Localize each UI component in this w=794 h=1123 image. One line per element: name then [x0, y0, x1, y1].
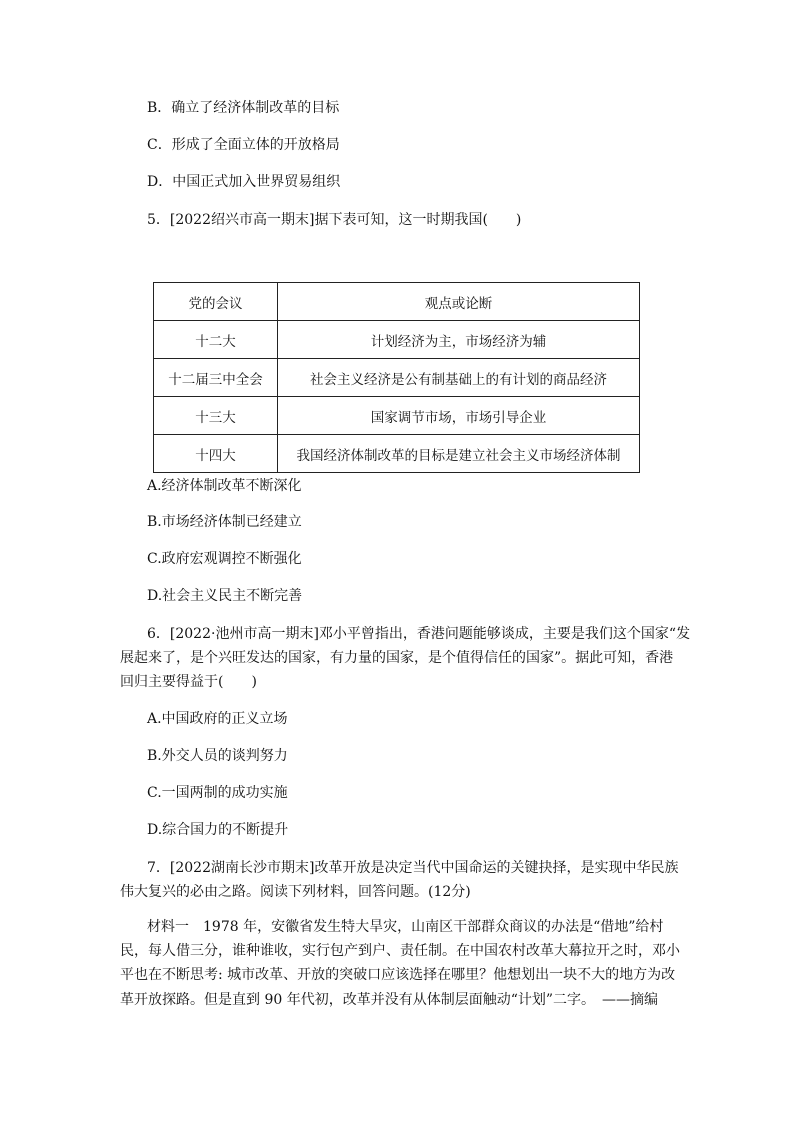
q7-material1-line4: 革开放探路。但是直到 90 年代初，改革并没有从体制层面触动“计划”二字。 ——摘编 [120, 992, 659, 1008]
table-row [154, 359, 640, 397]
q6-stem-line2: 展起来了，是个兴旺发达的国家，有力量的国家，是个值得信任的国家”。据此可知，香港 [120, 650, 674, 666]
q7-material1-line2: 民，每人借三分，谁种谁收，实行包产到户、责任制。在中国农村改革大幕拉开之时，邓小 [120, 943, 680, 959]
table-row [154, 435, 640, 473]
table-header-row [154, 283, 640, 321]
q5-table [153, 282, 640, 473]
table-cell-meeting: 十三大 [154, 397, 278, 435]
table-cell-meeting: 十二大 [154, 321, 278, 359]
table-cell-view: 社会主义经济是公有制基础上的有计划的商品经济 [278, 359, 640, 397]
table-cell-view: 我国经济体制改革的目标是建立社会主义市场经济体制 [278, 435, 640, 473]
q7-stem-line1: 7．[2022湖南长沙市期末]改革开放是决定当代中国命运的关键抉择，是实现中华民族 [147, 860, 679, 876]
q4-option-d: D．中国正式加入世界贸易组织 [147, 174, 341, 190]
q6-stem-line1: 6．[2022·池州市高一期末]邓小平曾指出，香港问题能够谈成，主要是我们这个国家“发 [147, 626, 691, 642]
q5-option-b: B.市场经济体制已经建立 [147, 514, 302, 530]
table-row [154, 321, 640, 359]
q7-material1-line3: 平也在不断思考: 城市改革、开放的突破口应该选择在哪里？他想划出一块不大的地方为改 [120, 967, 676, 983]
q6-option-b: B.外交人员的谈判努力 [147, 748, 288, 764]
q6-option-a: A.中国政府的正义立场 [147, 711, 288, 727]
table-cell-view: 国家调节市场，市场引导企业 [278, 397, 640, 435]
table-cell-view: 计划经济为主，市场经济为辅 [278, 321, 640, 359]
q5-option-a: A.经济体制改革不断深化 [147, 478, 302, 494]
table-cell-meeting: 十四大 [154, 435, 278, 473]
q4-option-c: C．形成了全面立体的开放格局 [147, 137, 340, 153]
q7-material1-line1: 材料一 1978 年，安徽省发生特大旱灾，山南区干部群众商议的办法是“借地”给村 [147, 919, 664, 935]
q5-option-c: C.政府宏观调控不断强化 [147, 551, 302, 567]
q6-stem-line3: 回归主要得益于( ) [120, 674, 257, 690]
q6-option-c: C.一国两制的成功实施 [147, 785, 288, 801]
q5-option-d: D.社会主义民主不断完善 [147, 588, 303, 604]
table-cell-meeting: 十二届三中全会 [154, 359, 278, 397]
q4-option-b: B．确立了经济体制改革的目标 [147, 100, 340, 116]
q7-stem-line2: 伟大复兴的必由之路。阅读下列材料，回答问题。(12分) [120, 884, 471, 900]
table-header-cell: 党的会议 [154, 283, 278, 321]
q6-option-d: D.综合国力的不断提升 [147, 822, 289, 838]
table-row [154, 397, 640, 435]
table-header-cell: 观点或论断 [278, 283, 640, 321]
q5-stem: 5．[2022绍兴市高一期末]据下表可知，这一时期我国( ) [147, 212, 522, 228]
